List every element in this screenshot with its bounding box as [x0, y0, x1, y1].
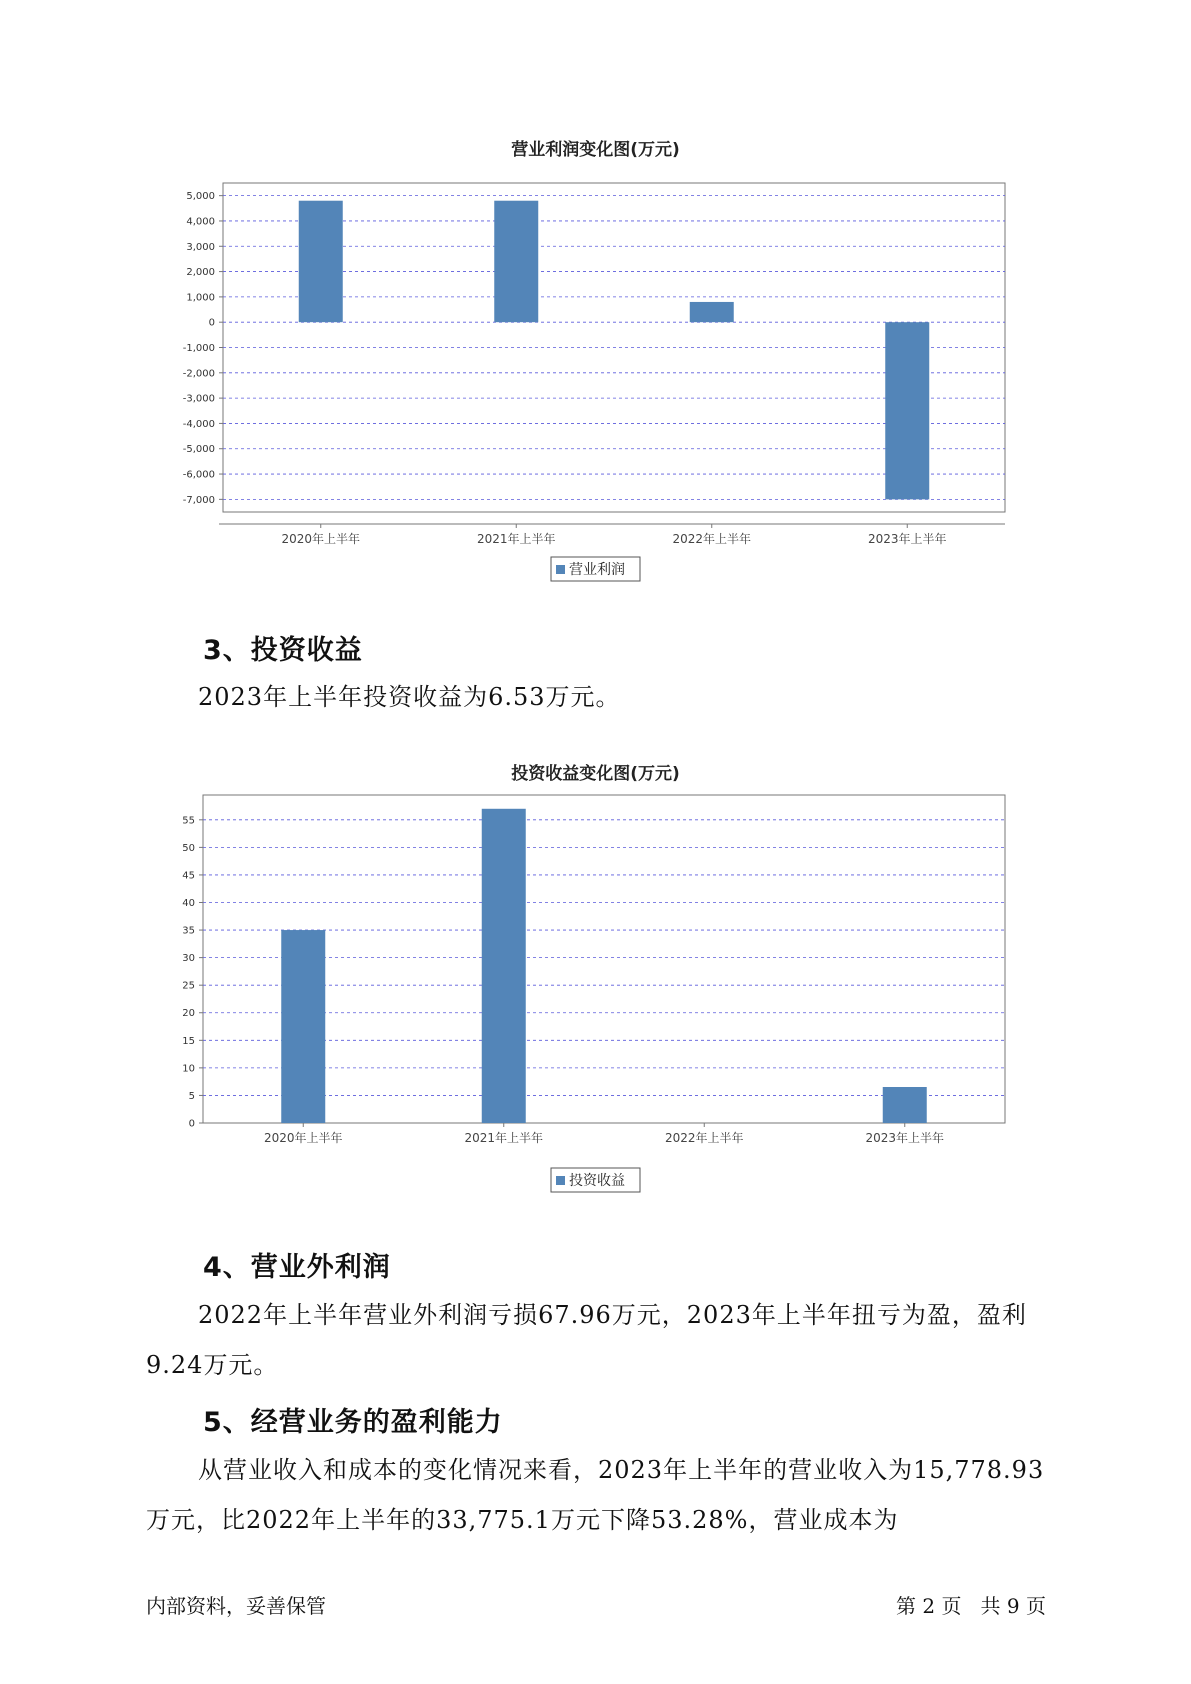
y-tick-label: 3,000: [186, 241, 215, 253]
x-tick-label: 2023年上半年: [865, 1131, 945, 1145]
section4-heading: 4、营业外利润: [203, 1252, 391, 1283]
y-tick-label: -6,000: [182, 469, 215, 481]
x-tick-label: 2022年上半年: [664, 1131, 744, 1145]
y-tick-label: -5,000: [182, 444, 215, 456]
y-tick-label: -4,000: [182, 418, 215, 430]
legend: [551, 1168, 640, 1192]
legend-swatch: [556, 1176, 565, 1185]
y-tick-label: 1,000: [186, 292, 215, 304]
section3-heading: 3、投资收益: [203, 635, 363, 666]
y-tick-label: 2,000: [186, 267, 215, 279]
y-tick-label: 15: [182, 1035, 195, 1047]
x-tick-label: 2021年上半年: [464, 1131, 544, 1145]
x-tick-label: 2023年上半年: [867, 532, 947, 546]
x-tick-label: 2022年上半年: [672, 532, 752, 546]
y-tick-label: 5: [188, 1090, 195, 1102]
footer-page-number: 第 2 页 共 9 页: [896, 1594, 1046, 1618]
y-tick-label: 4,000: [186, 216, 215, 228]
x-tick-label: 2021年上半年: [476, 532, 556, 546]
bar: [482, 809, 526, 1123]
y-tick-label: 40: [182, 897, 195, 909]
y-tick-label: 55: [182, 815, 195, 827]
x-tick-label: 2020年上半年: [281, 532, 361, 546]
bar: [883, 1087, 927, 1123]
y-tick-label: 5,000: [186, 191, 215, 203]
legend-label: 投资收益: [569, 1173, 625, 1189]
section4-text: 2022年上半年营业外利润亏损67.96万元，2023年上半年扭亏为盈，盈利9.24万元。: [146, 1301, 1027, 1379]
y-tick-label: 30: [182, 953, 195, 965]
y-tick-label: 50: [182, 842, 195, 854]
y-tick-label: 35: [182, 925, 195, 937]
footer-left: 内部资料，妥善保管: [146, 1594, 326, 1618]
bar: [281, 930, 325, 1123]
section3-text: 2023年上半年投资收益为6.53万元。: [198, 683, 621, 711]
y-tick-label: -2,000: [182, 368, 215, 380]
section5-text: 从营业收入和成本的变化情况来看，2023年上半年的营业收入为15,778.93万元，比2022年上半年的33,775.1万元下降53.28%，营业成本为: [146, 1456, 1045, 1534]
x-tick-label: 2020年上半年: [263, 1131, 343, 1145]
y-tick-label: -7,000: [182, 494, 215, 506]
y-tick-label: -3,000: [182, 393, 215, 405]
y-tick-label: 45: [182, 870, 195, 882]
chart2-title: 投资收益变化图(万元): [511, 764, 680, 784]
y-tick-label: 10: [182, 1063, 195, 1075]
y-tick-label: 0: [188, 1118, 195, 1130]
section5-heading: 5、经营业务的盈利能力: [203, 1407, 503, 1438]
legend-label: 营业利润: [569, 562, 625, 578]
y-tick-label: 0: [208, 317, 215, 329]
y-tick-label: 25: [182, 980, 195, 992]
y-tick-label: 20: [182, 1008, 195, 1020]
y-tick-label: -1,000: [182, 343, 215, 354]
chart1-title: 营业利润变化图(万元): [511, 140, 680, 160]
